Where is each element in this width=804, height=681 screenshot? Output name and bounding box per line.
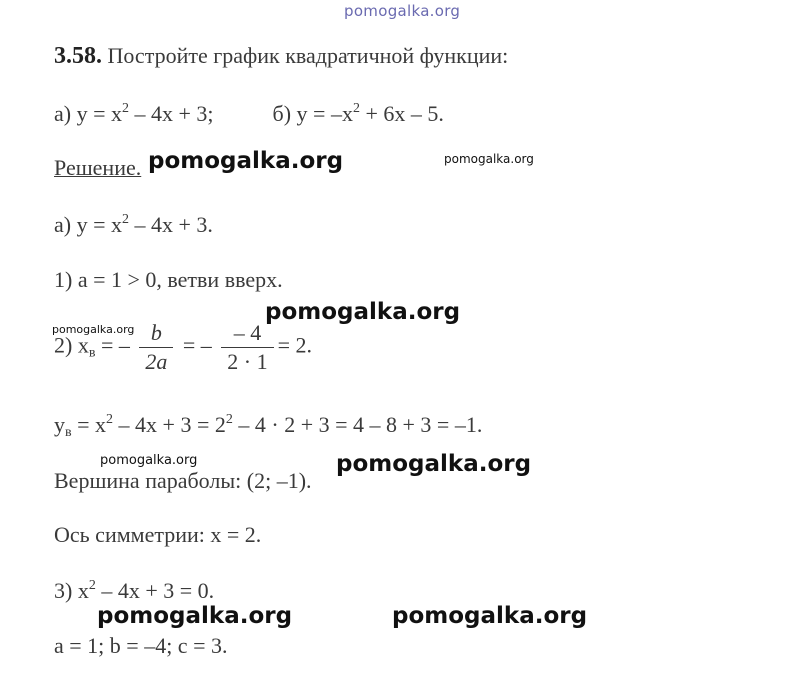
step-1: 1) a = 1 > 0, ветви вверх. — [54, 267, 283, 292]
y-vertex: $y_в = x^2 - 4x + 3 = 2^2 - 4 \cdot 2 + 3 = 4 - 8 + 3 = -1$. — [54, 412, 483, 440]
watermark: pomogalka.org — [336, 451, 532, 477]
axis-line: Ось симметрии: x = 2. — [54, 522, 262, 547]
step-3: 3) $x^2 - 4x + 3 = 0$. — [54, 578, 215, 603]
part-a: а) $y = x^2 - 4x + 3$; — [54, 101, 214, 126]
watermark: pomogalka.org — [148, 148, 344, 174]
watermark: pomogalka.org — [444, 152, 534, 166]
problem-header — [54, 44, 508, 68]
part-b: б) $y = -x^2 + 6x - 5$. — [272, 101, 444, 126]
problem-parts — [54, 103, 444, 125]
watermark: pomogalka.org — [52, 323, 135, 336]
fraction-b-over-2a: $\frac{b}{2a}$ — [139, 322, 173, 373]
watermark: pomogalka.org — [392, 603, 588, 629]
solution-heading: Решение. — [54, 155, 142, 180]
coefficients-line: a = 1; b = –4; c = 3. — [54, 633, 228, 658]
watermark: pomogalka.org — [100, 453, 198, 468]
watermark: pomogalka.org — [265, 299, 461, 325]
problem-number: 3.58. — [54, 43, 102, 69]
solution-part-a: а) $y = x^2 - 4x + 3$. — [54, 212, 213, 237]
vertex-line: Вершина параболы: (2; –1). — [54, 468, 312, 493]
step-2: 2) $x_в$ = – $\frac{b}{2a}$ = – $\frac{- 4}{2 \cdot 1}$ = 2. — [54, 320, 313, 374]
watermark-top: pomogalka.org — [344, 2, 461, 20]
fraction-minus4-over-2x1: $\frac{- 4}{2 \cdot 1}$ — [221, 322, 273, 373]
watermark: pomogalka.org — [97, 603, 293, 629]
problem-statement: Постройте график квадратичной функции: — [107, 43, 509, 68]
